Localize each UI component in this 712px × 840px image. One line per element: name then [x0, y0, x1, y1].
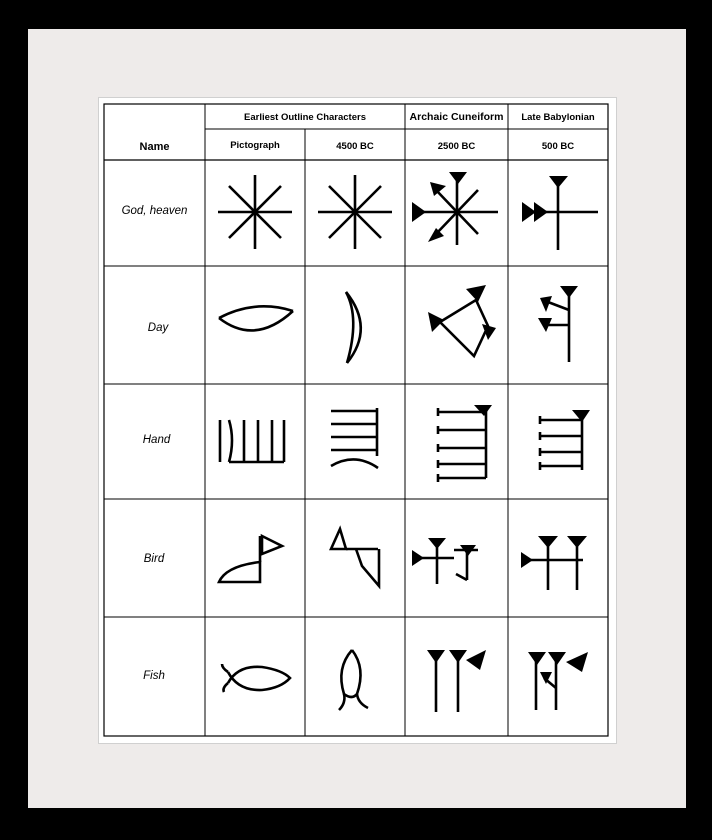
fish-pictograph-glyph — [222, 664, 290, 692]
day-500bc-glyph — [538, 286, 578, 362]
god-500bc-glyph — [522, 176, 598, 250]
header-pictograph: Pictograph — [230, 140, 280, 151]
fish-2500bc-glyph — [427, 650, 486, 712]
hand-500bc-glyph — [540, 410, 590, 470]
header-late-babylonian: Late Babylonian — [521, 112, 595, 123]
fish-500bc-glyph — [528, 652, 588, 710]
god-4500bc-glyph — [318, 175, 392, 249]
god-pictograph-glyph — [218, 175, 292, 249]
hand-2500bc-glyph — [438, 405, 492, 482]
bird-4500bc-glyph — [331, 529, 379, 586]
day-pictograph-glyph — [219, 306, 293, 330]
hand-pictograph-glyph — [220, 420, 284, 462]
header-name: Name — [139, 141, 170, 153]
day-4500bc-glyph — [346, 292, 361, 363]
bird-500bc-glyph — [521, 536, 587, 590]
row-name-fish: Fish — [143, 670, 165, 682]
row-name-hand: Hand — [142, 434, 171, 446]
header-archaic-cuneiform: Archaic Cuneiform — [409, 111, 504, 123]
bird-pictograph-glyph — [219, 536, 282, 582]
header-4500bc: 4500 BC — [336, 141, 374, 152]
god-2500bc-glyph — [412, 172, 498, 245]
hand-4500bc-glyph — [331, 408, 378, 468]
header-500bc: 500 BC — [541, 141, 575, 152]
row-name-god-heaven: God, heaven — [121, 205, 188, 217]
row-name-day: Day — [147, 322, 169, 334]
day-2500bc-glyph — [428, 285, 496, 356]
header-2500bc: 2500 BC — [437, 141, 476, 152]
header-earliest-outline: Earliest Outline Characters — [244, 112, 366, 123]
fish-4500bc-glyph — [339, 650, 368, 710]
row-name-bird: Bird — [143, 553, 165, 565]
bird-2500bc-glyph — [412, 538, 478, 584]
